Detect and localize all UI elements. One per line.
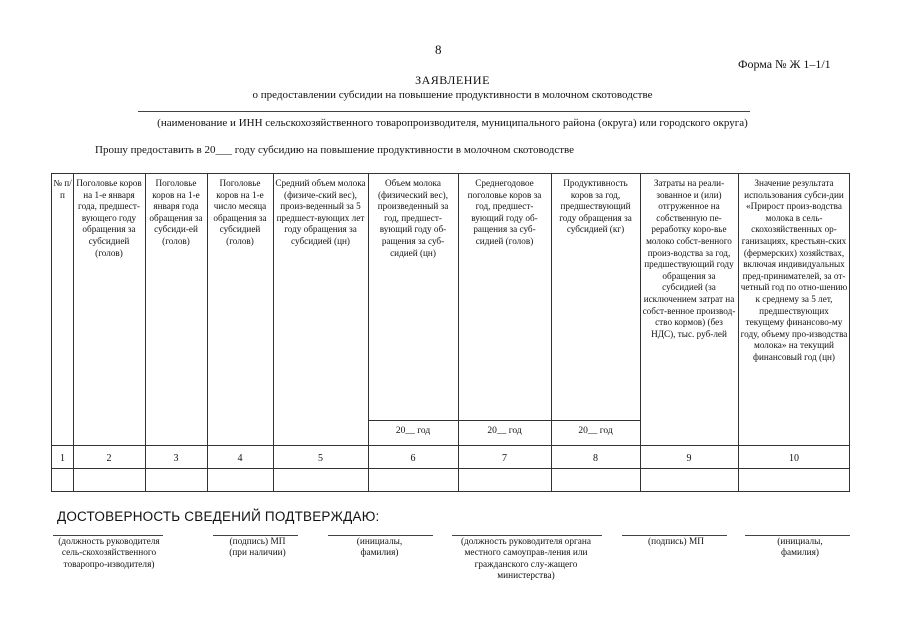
col-divider bbox=[551, 174, 552, 491]
signature-caption: (должность руководителя сель-скохозяйственного товаропро-изводителя) bbox=[58, 537, 160, 570]
header-result-value: Значение результата использования субси-дии «Прирост произ-водства молока в сель-скохозяйственных ор-ганизациях, крестьян-ских (фермерских) хозяйствах, включая индивидуальных пред-принимателей, за от-четный год по отно-шению к среднему за 5 лет, предшествующих текущему финансово-му году, объему про-изводства молока» на текущий финансовый год (цн) bbox=[740, 178, 848, 362]
column-number: 8 bbox=[593, 453, 598, 464]
header-index: № п/п bbox=[53, 178, 72, 200]
header-avg-milk-5y: Средний объем молока (физиче-ский вес), произ-веденный за 5 предшест-вующих лет году обращения за субсидией (цн) bbox=[275, 178, 366, 246]
signature-caption: (должность руководителя органа местного самоуправ-ления или гражданского слу-жащего министерства) bbox=[460, 537, 592, 582]
column-number: 4 bbox=[237, 453, 243, 464]
column-number: 3 bbox=[173, 453, 179, 464]
column-number: 6 bbox=[410, 453, 416, 464]
header-cows-jan-prev: Поголовье коров на 1-е января года, предшест-вующего году обращения за субсидией (голов) bbox=[76, 178, 142, 258]
column-number: 10 bbox=[789, 453, 799, 464]
request-text: Прошу предоставить в 20___ году субсидию на повышение продуктивности в молочном скотоводстве bbox=[95, 144, 575, 156]
signature-caption: (инициалы, фамилия) bbox=[356, 537, 403, 559]
column-number: 5 bbox=[318, 453, 323, 464]
header-bottom-line bbox=[52, 445, 849, 446]
document-subtitle: о предоставлении субсидии на повышение продуктивности в молочном скотоводстве bbox=[252, 89, 653, 101]
col-divider bbox=[273, 174, 274, 491]
col-divider bbox=[207, 174, 208, 491]
signature-line bbox=[745, 535, 850, 536]
confirmation-heading: ДОСТОВЕРНОСТЬ СВЕДЕНИЙ ПОДТВЕРЖДАЮ: bbox=[57, 509, 380, 524]
year-label: 20__ год bbox=[487, 426, 522, 436]
header-milk-volume: Объем молока (физический вес), произведенный за год, предшест-вующий году об-ращения за суб-сидией (цн) bbox=[377, 178, 449, 258]
year-row-divider bbox=[368, 420, 640, 421]
numbers-row-line bbox=[52, 468, 849, 469]
col-divider bbox=[458, 174, 459, 491]
header-cows-month: Поголовье коров на 1-е число месяца обращения за субсидией (голов) bbox=[213, 178, 267, 246]
header-costs: Затраты на реали-зованное и (или) отгруженное на собственную пе-реработку коро-вье молоко собст-венного произ-водства за год, предшествующий году обращения за субсидией (за исключением затрат на собст-венное производ-ство кормов) (без НДС), тыс. руб-лей bbox=[642, 178, 736, 339]
page-number: 8 bbox=[435, 42, 442, 57]
col-divider bbox=[73, 174, 74, 491]
applicant-name-line bbox=[138, 111, 750, 112]
signature-line bbox=[53, 535, 163, 536]
form-code: Форма № Ж 1–1/1 bbox=[738, 57, 831, 71]
header-avg-cows: Среднегодовое поголовье коров за год, предшест-вующий году об-ращения за суб-сидией (голов) bbox=[467, 178, 542, 246]
year-label: 20__ год bbox=[578, 426, 613, 436]
col-divider bbox=[738, 174, 739, 491]
header-productivity: Продуктивность коров за год, предшествующий году обращения за субсидией (кг) bbox=[559, 178, 632, 235]
signature-line bbox=[213, 535, 298, 536]
column-number: 7 bbox=[502, 453, 507, 464]
document-title: ЗАЯВЛЕНИЕ bbox=[415, 73, 490, 87]
signature-line bbox=[452, 535, 602, 536]
column-number: 1 bbox=[60, 453, 65, 464]
col-divider bbox=[640, 174, 641, 491]
column-number: 2 bbox=[106, 453, 112, 464]
year-label: 20__ год bbox=[395, 426, 431, 436]
applicant-caption: (наименование и ИНН сельскохозяйственного товаропроизводителя, муниципального района (округа) или городского округа) bbox=[157, 117, 748, 129]
signature-caption: (подпись) МП bbox=[648, 537, 704, 547]
header-cows-jan-current: Поголовье коров на 1-е января года обращения за субсиди-ей (голов) bbox=[149, 178, 203, 246]
signature-line bbox=[328, 535, 433, 536]
signature-line bbox=[622, 535, 727, 536]
subsidy-table bbox=[51, 173, 850, 492]
column-number: 9 bbox=[686, 453, 692, 464]
col-divider bbox=[145, 174, 146, 491]
col-divider bbox=[368, 174, 369, 491]
signature-caption: (инициалы, фамилия) bbox=[777, 537, 823, 559]
signature-caption: (подпись) МП (при наличии) bbox=[229, 537, 286, 559]
